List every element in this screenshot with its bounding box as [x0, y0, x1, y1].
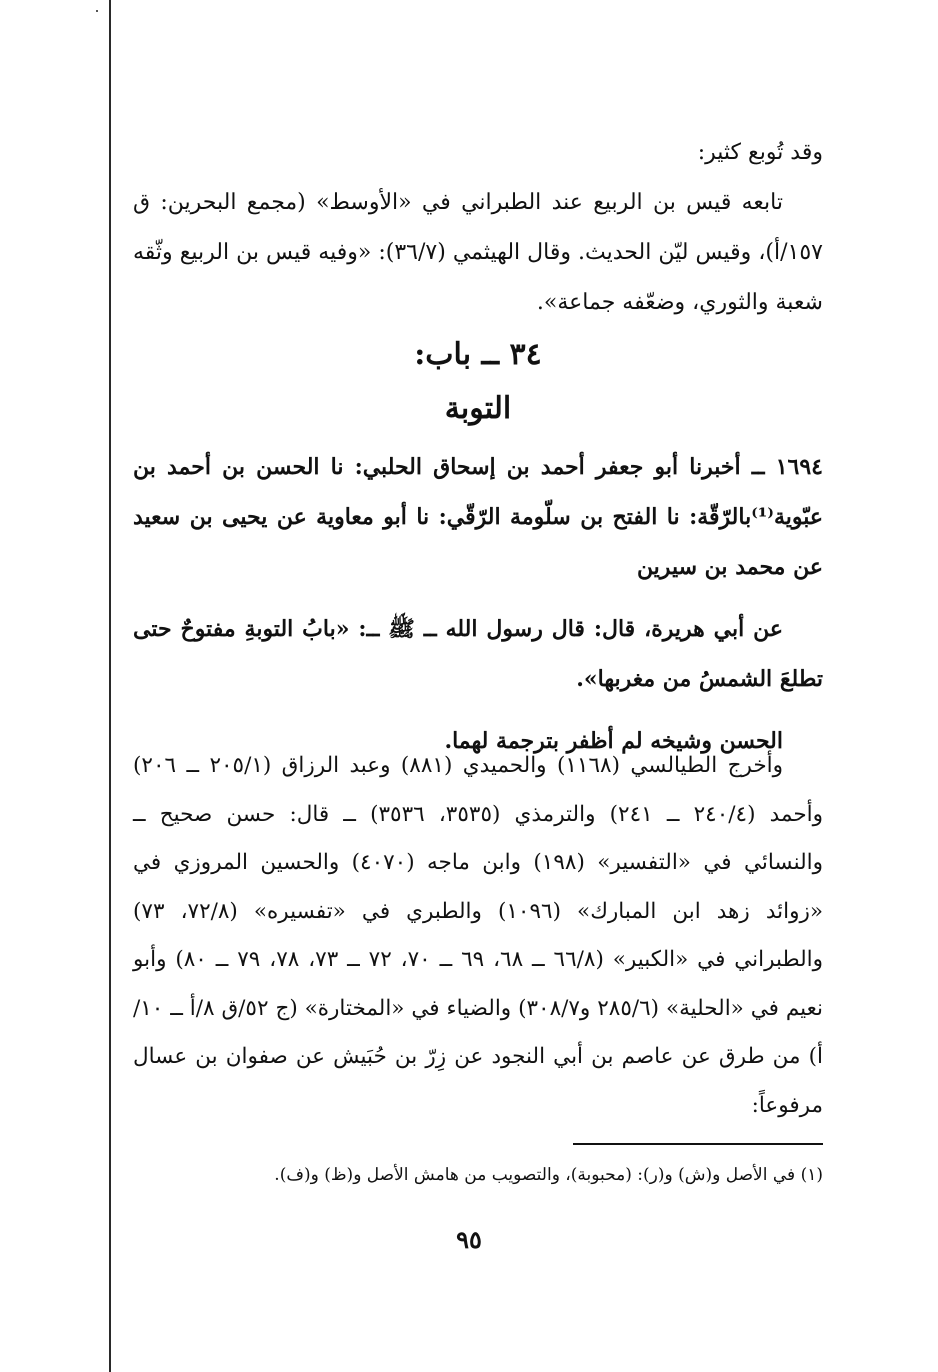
takhrij-paragraph: وأخرج الطيالسي (١١٦٨) والحميدي (٨٨١) وعبد الرزاق (٢٠٥/١ ــ ٢٠٦) وأحمد (٢٤٠/٤ ــ ٢٤١) والترمذي (٣٥٣٥، ٣٥٣٦) ــ قال: حسن صحيح ــ والنسائي في «التفسير» (١٩٨) وابن ماجه (٤٠٧٠) والحسين المروزي في «زوائد زهد ابن المبارك» (١٠٩٦) والطبري في «تفسيره» (٧٢/٨، ٧٣) والطبراني في «الكبير» (٦٦/٨ ــ ٦٨، ٦٩ ــ ٧٠، ٧٢ ــ ٧٣، ٧٨، ٧٩ ــ ٨٠) وأبو نعيم في «الحلية» (٢٨٥/٦ و٣٠٨/٧) والضياء في «المختارة» (ج ٥٢/ق ٨/أ ــ ١٠/أ) من طرق عن عاصم بن أبي النجود عن زِرّ بن حُبَيش عن صفوان بن عسال مرفوعاً:	[133, 753, 824, 1118]
hadith-isnad: ١٦٩٤ ــ أخبرنا أبو جعفر أحمد بن إسحاق الحلبي: نا الحسن بن أحمد بن عبّوية⁽¹⁾بالرّقّة: نا الفتح بن سلّومة الرّقّي: نا أبو معاوية عن يحيى بن سعيد عن محمد بن سيرين	[133, 454, 823, 580]
hadith-matn: عن أبي هريرة، قال: قال رسول الله ــ ﷺ ــ: «بابُ التوبةِ مفتوحٌ حتى تطلعَ الشمسُ من مغربها».	[133, 616, 823, 692]
page-binding-line	[109, 0, 111, 1372]
chapter-title: التوبة	[444, 391, 512, 426]
intro-paragraph: تابعه قيس بن الربيع عند الطبراني في «الأوسط» (مجمع البحرين: ق ١٥٧/أ)، وقيس ليّن الحديث. وقال الهيثمي (٣٦/٧): «وفيه قيس بن الربيع وثّقه شعبة والثوري، وضعّفه جماعة».	[133, 190, 823, 315]
takhrij-section	[133, 742, 823, 1130]
hadith-narrator-note: الحسن وشيخه لم أظفر بترجمة لهما.	[444, 728, 783, 754]
intro-followed-line: وقد تُوبع كثير:	[697, 140, 823, 165]
footnote: (١) في الأصل و(ش) و(ر): (محبوبة)، والتصويب من هامش الأصل و(ظ) و(ف).	[274, 1165, 823, 1185]
footnote-divider	[573, 1143, 823, 1145]
hadith-section	[133, 442, 823, 766]
chapter-heading: ٣٤ ــ باب:	[414, 337, 542, 372]
margin-mark	[96, 10, 98, 12]
intro-section	[133, 128, 823, 328]
page-number: ٩٥	[456, 1225, 482, 1254]
